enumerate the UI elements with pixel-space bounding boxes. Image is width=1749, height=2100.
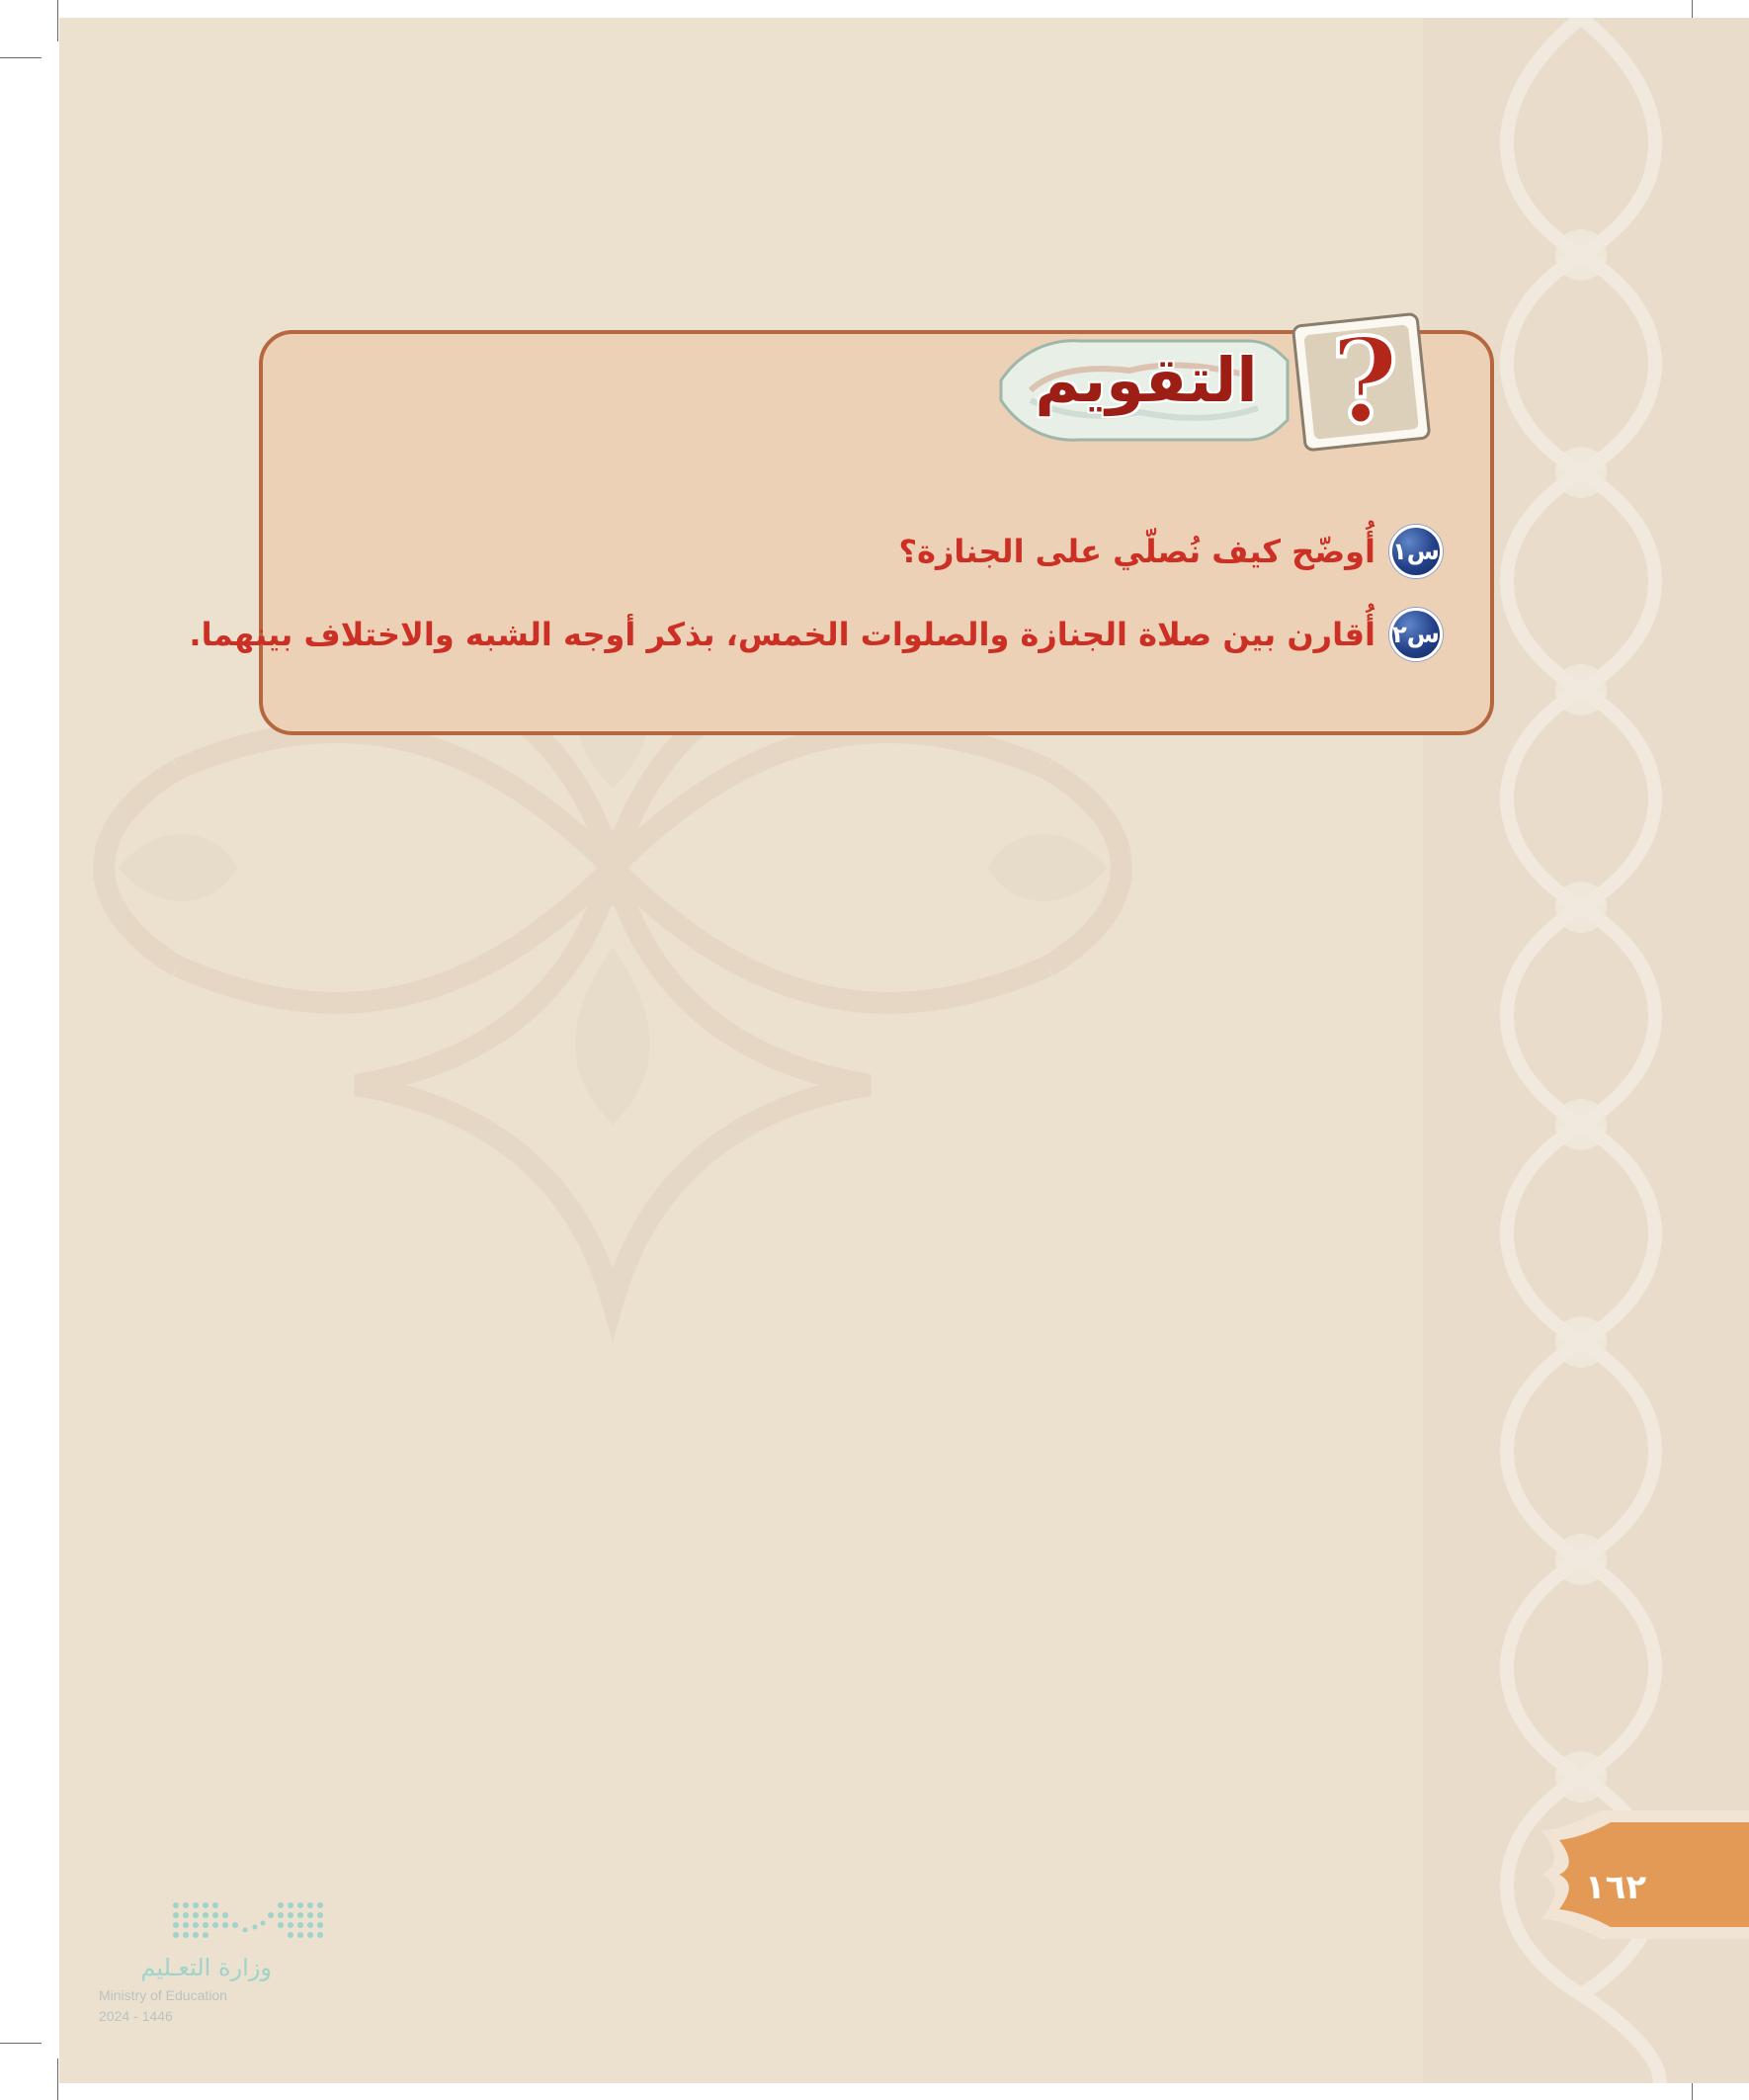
page-number: ١٦٢ (1584, 1868, 1647, 1907)
svg-text:?: ? (1330, 312, 1399, 450)
ministry-name-arabic: وزارة التعـليم (140, 1954, 272, 1981)
ministry-name-english: Ministry of Education (99, 1987, 227, 2003)
crop-mark (57, 0, 58, 42)
question-number-badge: س٢ (1389, 608, 1443, 661)
question-text: أُقارن بين صلاة الجنازة والصلوات الخمس، بذكر أوجه الشبه والاختلاف بينهما. (189, 616, 1375, 653)
question-row (899, 522, 1443, 581)
section-title: التقويم (1035, 344, 1258, 416)
question-number-badge: س١ (1389, 525, 1443, 578)
question-mark-icon (1330, 312, 1398, 450)
crop-mark (57, 2058, 58, 2100)
ministry-year: 2024 - 1446 (99, 2008, 173, 2024)
question-row (189, 605, 1443, 664)
ornament-background (59, 18, 1749, 2083)
ministry-logo-dots (168, 1897, 326, 1943)
textbook-page (59, 18, 1749, 2083)
crop-mark (0, 2043, 42, 2044)
crop-mark (0, 57, 42, 58)
question-text: أُوضّح كيف نُصلّي على الجنازة؟ (898, 533, 1375, 570)
